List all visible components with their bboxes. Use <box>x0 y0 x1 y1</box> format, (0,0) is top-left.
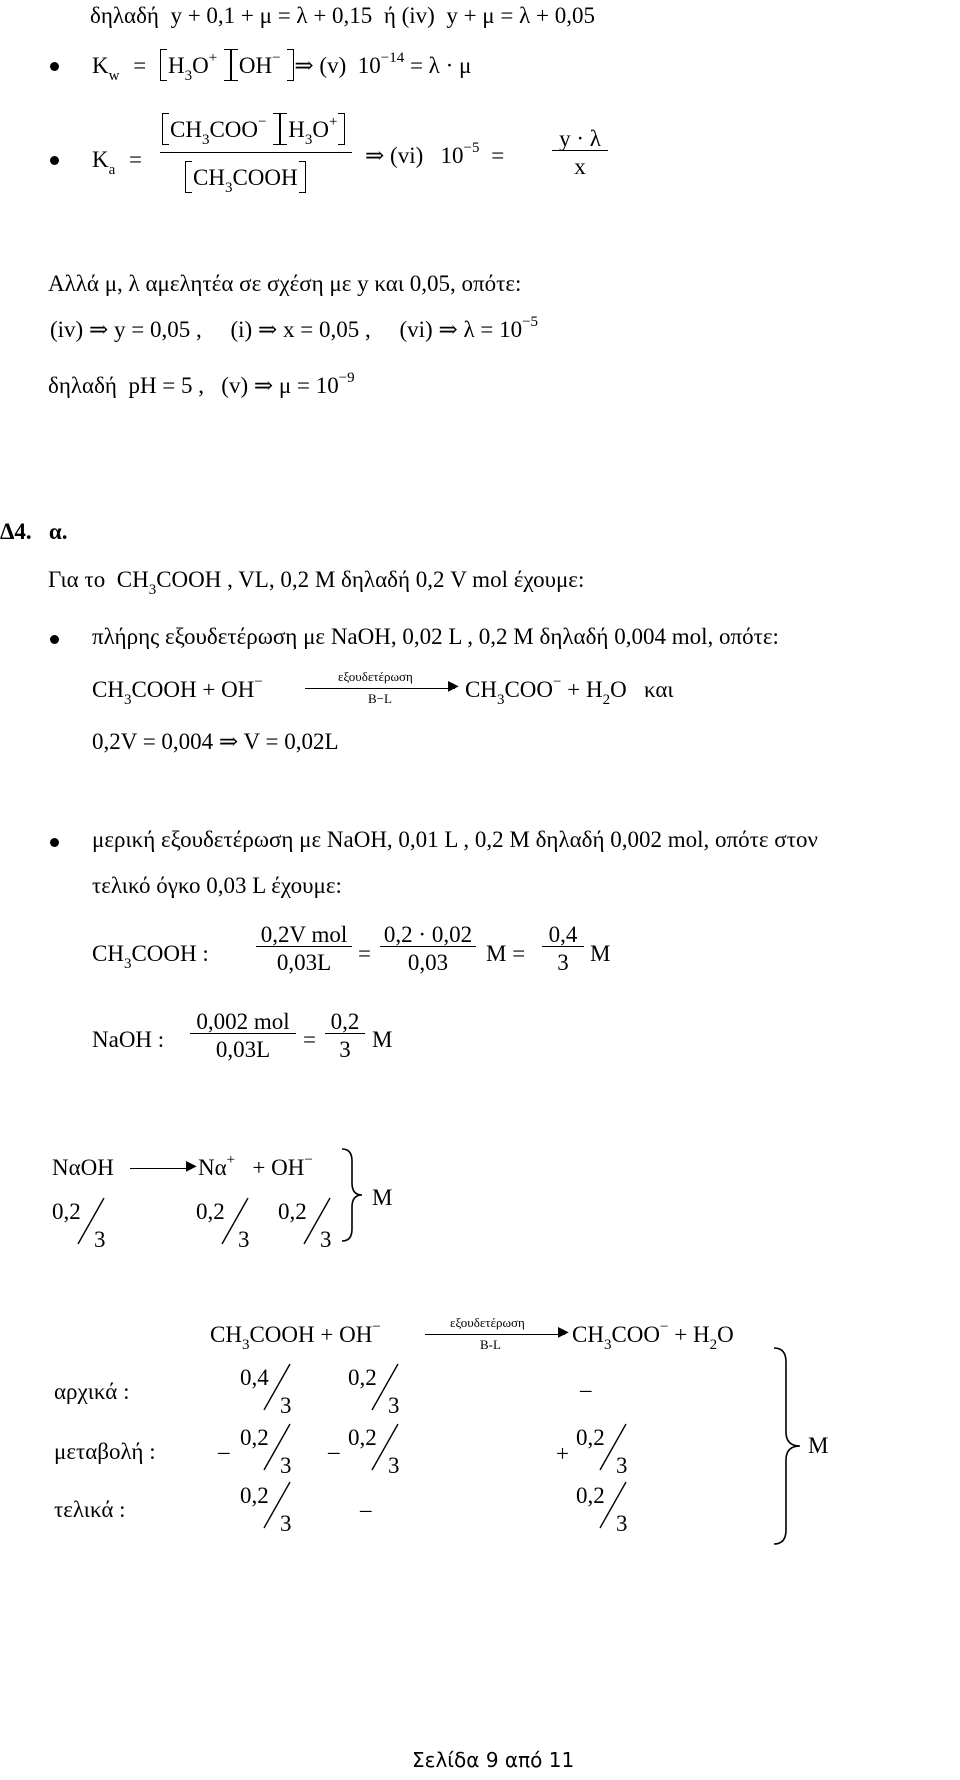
equation-line-1 <box>90 4 595 27</box>
unit: M <box>372 1027 393 1052</box>
row-label: αρχικά : <box>54 1379 130 1404</box>
reaction-arrow <box>305 688 455 689</box>
slash-num: 0,2 <box>348 1365 377 1390</box>
unit: M = <box>486 941 526 966</box>
row-label: τελικά : <box>54 1497 126 1522</box>
species: ΝαOH <box>52 1155 114 1180</box>
slash-num: 0,2 <box>576 1425 605 1450</box>
arrow-label-top: εξουδετέρωση <box>338 669 413 684</box>
slash-den: 3 <box>616 1511 628 1536</box>
bullet-text: μερική εξουδετέρωση με NaOH, 0,01 L , 0,2 M δηλαδή 0,002 mol, οπότε στον <box>92 827 818 852</box>
bullet-text-cont: τελικό όγκο 0,03 L έχουμε: <box>92 873 342 898</box>
curly-brace <box>770 1346 806 1546</box>
equals: = <box>303 1027 316 1052</box>
concentration-label: $CH_3COOH$ : <box>92 941 209 972</box>
slash-num: 0,2 <box>240 1425 269 1450</box>
results-line: (iv) ⇒ y = 0,05 , (i) ⇒ x = 0,05 , (vi) ⇒ $\lambda = 10^{-5}$ <box>50 314 539 342</box>
equation-ref: ή (iv) <box>383 3 435 28</box>
species: Να+ + OH− <box>198 1152 313 1180</box>
row-label: μεταβολή : <box>54 1439 156 1464</box>
ka-fraction: $\frac{y \cdot \lambda}{x}$ <box>552 127 608 178</box>
fraction: $\frac{0,2}{3}$ <box>325 1010 365 1061</box>
sign: – <box>218 1439 230 1464</box>
slash-num: 0,2 <box>52 1199 81 1224</box>
slash-den: 3 <box>280 1453 292 1478</box>
text-label: δηλαδή <box>90 3 159 28</box>
reaction-left: $CH_3COOH + OH^-$ <box>210 1319 381 1353</box>
ka-denominator: $CH_3COOH$ <box>185 166 306 189</box>
paragraph: Αλλά μ, λ αμελητέα σε σχέση με y και 0,05, οπότε: <box>48 271 522 296</box>
arrow-label-bottom: B−L <box>368 691 392 706</box>
bullet <box>50 156 59 165</box>
slash-num: 0,2 <box>576 1483 605 1508</box>
sign: + <box>556 1441 569 1466</box>
sign: – <box>328 1439 340 1464</box>
page-footer: Σελίδα 9 από 11 <box>412 1748 575 1772</box>
slash-num: 0,2 <box>348 1425 377 1450</box>
slash-den: 3 <box>616 1453 628 1478</box>
reaction-right: $CH_3COO^- + H_2O$ <box>572 1319 734 1353</box>
arrow-head: ▶ <box>186 1159 197 1174</box>
fraction: 0,002 mol 0,03L <box>190 1010 296 1061</box>
bullet-text: πλήρης εξουδετέρωση με NaOH, 0,02 L , 0,2 M δηλαδή 0,004 mol, οπότε: <box>92 624 779 649</box>
fraction: $\frac{0,4}{3}$ <box>542 923 584 974</box>
concentration-label: NaOH : <box>92 1027 165 1052</box>
slash-num: 0,2 <box>240 1483 269 1508</box>
bullet <box>50 635 59 644</box>
ka-rhs: ⇒ (vi) $10^{-5}$ = <box>365 140 505 168</box>
arrow-label-top: εξουδετέρωση <box>450 1315 525 1330</box>
dash: – <box>580 1377 592 1402</box>
equation-text: y + 0,1 + μ = λ + 0,15 <box>170 3 373 28</box>
bullet <box>50 838 59 847</box>
unit: M <box>808 1433 829 1458</box>
ph-line: δηλαδή pH = 5 , (v) ⇒ $\mu = 10^{-9}$ <box>48 370 355 398</box>
slash-num: 0,2 <box>196 1199 225 1224</box>
slash-den: 3 <box>94 1227 106 1252</box>
volume-equation: 0,2V = 0,004 ⇒ V = 0,02L <box>92 729 339 754</box>
fraction: $\frac{0,2 \cdot 0,02}{0,03}$ <box>380 923 476 974</box>
unit: M <box>372 1185 393 1210</box>
ka-numerator: $CH_3COO^-$ $H_3O^+$ <box>162 118 345 141</box>
intro-line: Για το $CH_3COOH$ , VL, 0,2 M δηλαδή 0,2 V mol έχουμε: <box>48 567 585 598</box>
equals: = <box>358 941 371 966</box>
slash-num: 0,2 <box>278 1199 307 1224</box>
section-heading: Δ4. α. <box>0 519 68 544</box>
dash: – <box>360 1497 372 1522</box>
bullet <box>50 62 59 71</box>
fraction: 0,2V mol 0,03L <box>256 923 352 974</box>
curly-brace <box>338 1147 366 1243</box>
arrow-head: ▶ <box>558 1325 569 1340</box>
reaction-arrow <box>130 1168 192 1169</box>
reaction-arrow <box>425 1334 565 1335</box>
reaction-left: $CH_3COOH + OH^-$ <box>92 674 263 708</box>
kw-equation: $K_w$ = $H_3O^+$ OH− ⇒ (v) $10^{-14} = \lambda \cdot \mu$ <box>92 50 472 84</box>
slash-num: 0,4 <box>240 1365 269 1390</box>
unit: M <box>590 941 611 966</box>
slash-den: 3 <box>238 1227 250 1252</box>
ka-label: $K_a$ = <box>92 147 143 178</box>
arrow-label-bottom: B-L <box>480 1337 501 1352</box>
equation-text: y + μ = λ + 0,05 <box>446 3 595 28</box>
fraction-bar <box>160 152 352 153</box>
slash-den: 3 <box>388 1393 400 1418</box>
reaction-right: $CH_3COO^- + H_2O$ και <box>465 674 674 708</box>
slash-den: 3 <box>280 1511 292 1536</box>
slash-den: 3 <box>388 1453 400 1478</box>
slash-den: 3 <box>280 1393 292 1418</box>
arrow-head: ▶ <box>448 679 459 694</box>
slash-den: 3 <box>320 1227 332 1252</box>
